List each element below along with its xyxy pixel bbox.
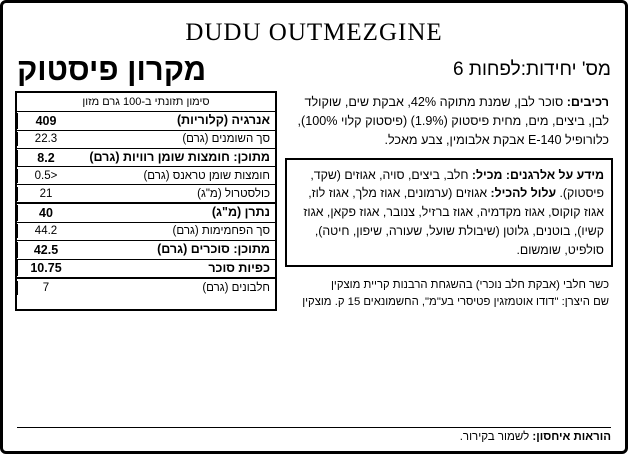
nutrition-table: [15, 91, 277, 311]
ingredients-section: [285, 91, 613, 156]
nutrition-name: חלבונים (גרם): [202, 281, 270, 294]
nutrition-value: 21: [17, 187, 74, 201]
kosher-line-1: כשר חלבי (אבקת חלב נוכרי) בהשגחת הרבנות קריית מוצקין: [330, 279, 609, 292]
nutrition-value: 44.2: [17, 224, 74, 238]
nutrition-value: 409: [17, 113, 74, 129]
product-header: [3, 47, 625, 87]
allergen-may-contain-label: עלול להכיל:: [490, 186, 557, 201]
manufacturer-line: שם היצרן: "דודו אוטמזגין פטיסרי בע"מ", החשמונאים 15 ק. מוצקין: [302, 296, 609, 309]
nutrition-value: 40: [17, 205, 74, 221]
table-row: [17, 223, 275, 241]
label-body: [3, 87, 625, 311]
kosher-info: [285, 267, 613, 311]
nutrition-value: 42.5: [17, 242, 74, 258]
nutrition-name: נתרן (מ"ג): [211, 205, 270, 220]
nutrition-name: מתוכן: סוכרים (גרם): [157, 241, 270, 256]
table-row: [17, 112, 275, 131]
nutrition-name: כפיות סוכר: [208, 260, 270, 275]
table-row: [17, 185, 275, 204]
storage-text: לשמור בקירור.: [459, 431, 533, 443]
allergen-contains-label: מכיל:: [471, 167, 503, 182]
table-row: [17, 260, 275, 280]
table-row: [17, 131, 275, 149]
storage-label: הוראות איחסון:: [532, 431, 611, 443]
table-row: [17, 149, 275, 168]
nutrition-value: 8.2: [17, 150, 74, 166]
allergen-box: [285, 158, 613, 267]
nutrition-name: סך הפחמימות (גרם): [172, 225, 270, 238]
storage-instructions: [17, 427, 611, 443]
product-name: מקרון פיסטוק: [17, 52, 207, 87]
nutrition-name: כולסטרול (מ"ג): [197, 187, 270, 200]
ingredients-text: סוכר לבן, שמנת מתוקה 42%, אבקת שים, שוקולד לבן, ביצים, מים, מחית פיסטוק (1.9%) (פיסטוק קלוי 100%), כלורופיל E-140 אבקת אלבומין, צבע מאכל.: [297, 95, 609, 147]
nutrition-name: מתוכן: חומצות שומן רוויות (גרם): [89, 149, 270, 164]
table-row: [17, 167, 275, 185]
nutrition-table-header: סימון תזונתי ב-100 גרם מזון: [17, 93, 275, 112]
brand-title: DUDU OUTMEZGINE: [185, 19, 443, 46]
table-row: [17, 204, 275, 223]
nutrition-value: 22.3: [17, 132, 74, 146]
allergen-title: מידע על אלרגנים:: [505, 167, 604, 182]
allergen-may-contain-text: אגוזים (ערמונים, אגוז מלך, אגוז לוז, אגוז קוקוס, אגוז מקדמיה, אגוז ברזיל, צנובר, אגוז פקאן, אגוז קשיו), בוטנים, גלוטן (שיבולת שועל, שעורה, שיפון, חיטה), סולפיט, שומשום.: [303, 186, 604, 257]
nutrition-name: אנרגיה (קלוריות): [176, 113, 270, 128]
units-count: מס' יחידות:לפחות 6: [453, 59, 611, 80]
nutrition-name: חומצות שומן טראנס (גרם): [143, 169, 270, 182]
nutrition-value: 10.75: [17, 260, 74, 276]
allergen-contains-text: חלב, ביצים, סויה, אגוזים (שקד, פיסטוק).: [310, 167, 604, 201]
nutrition-value: <0.5: [17, 169, 74, 183]
nutrition-name: סך השומנים (גרם): [182, 133, 270, 146]
ingredients-label: רכיבים:: [566, 95, 609, 110]
nutrition-value: 7: [17, 281, 74, 295]
table-row: [17, 241, 275, 260]
right-column: [285, 91, 613, 311]
table-row: [17, 279, 275, 296]
